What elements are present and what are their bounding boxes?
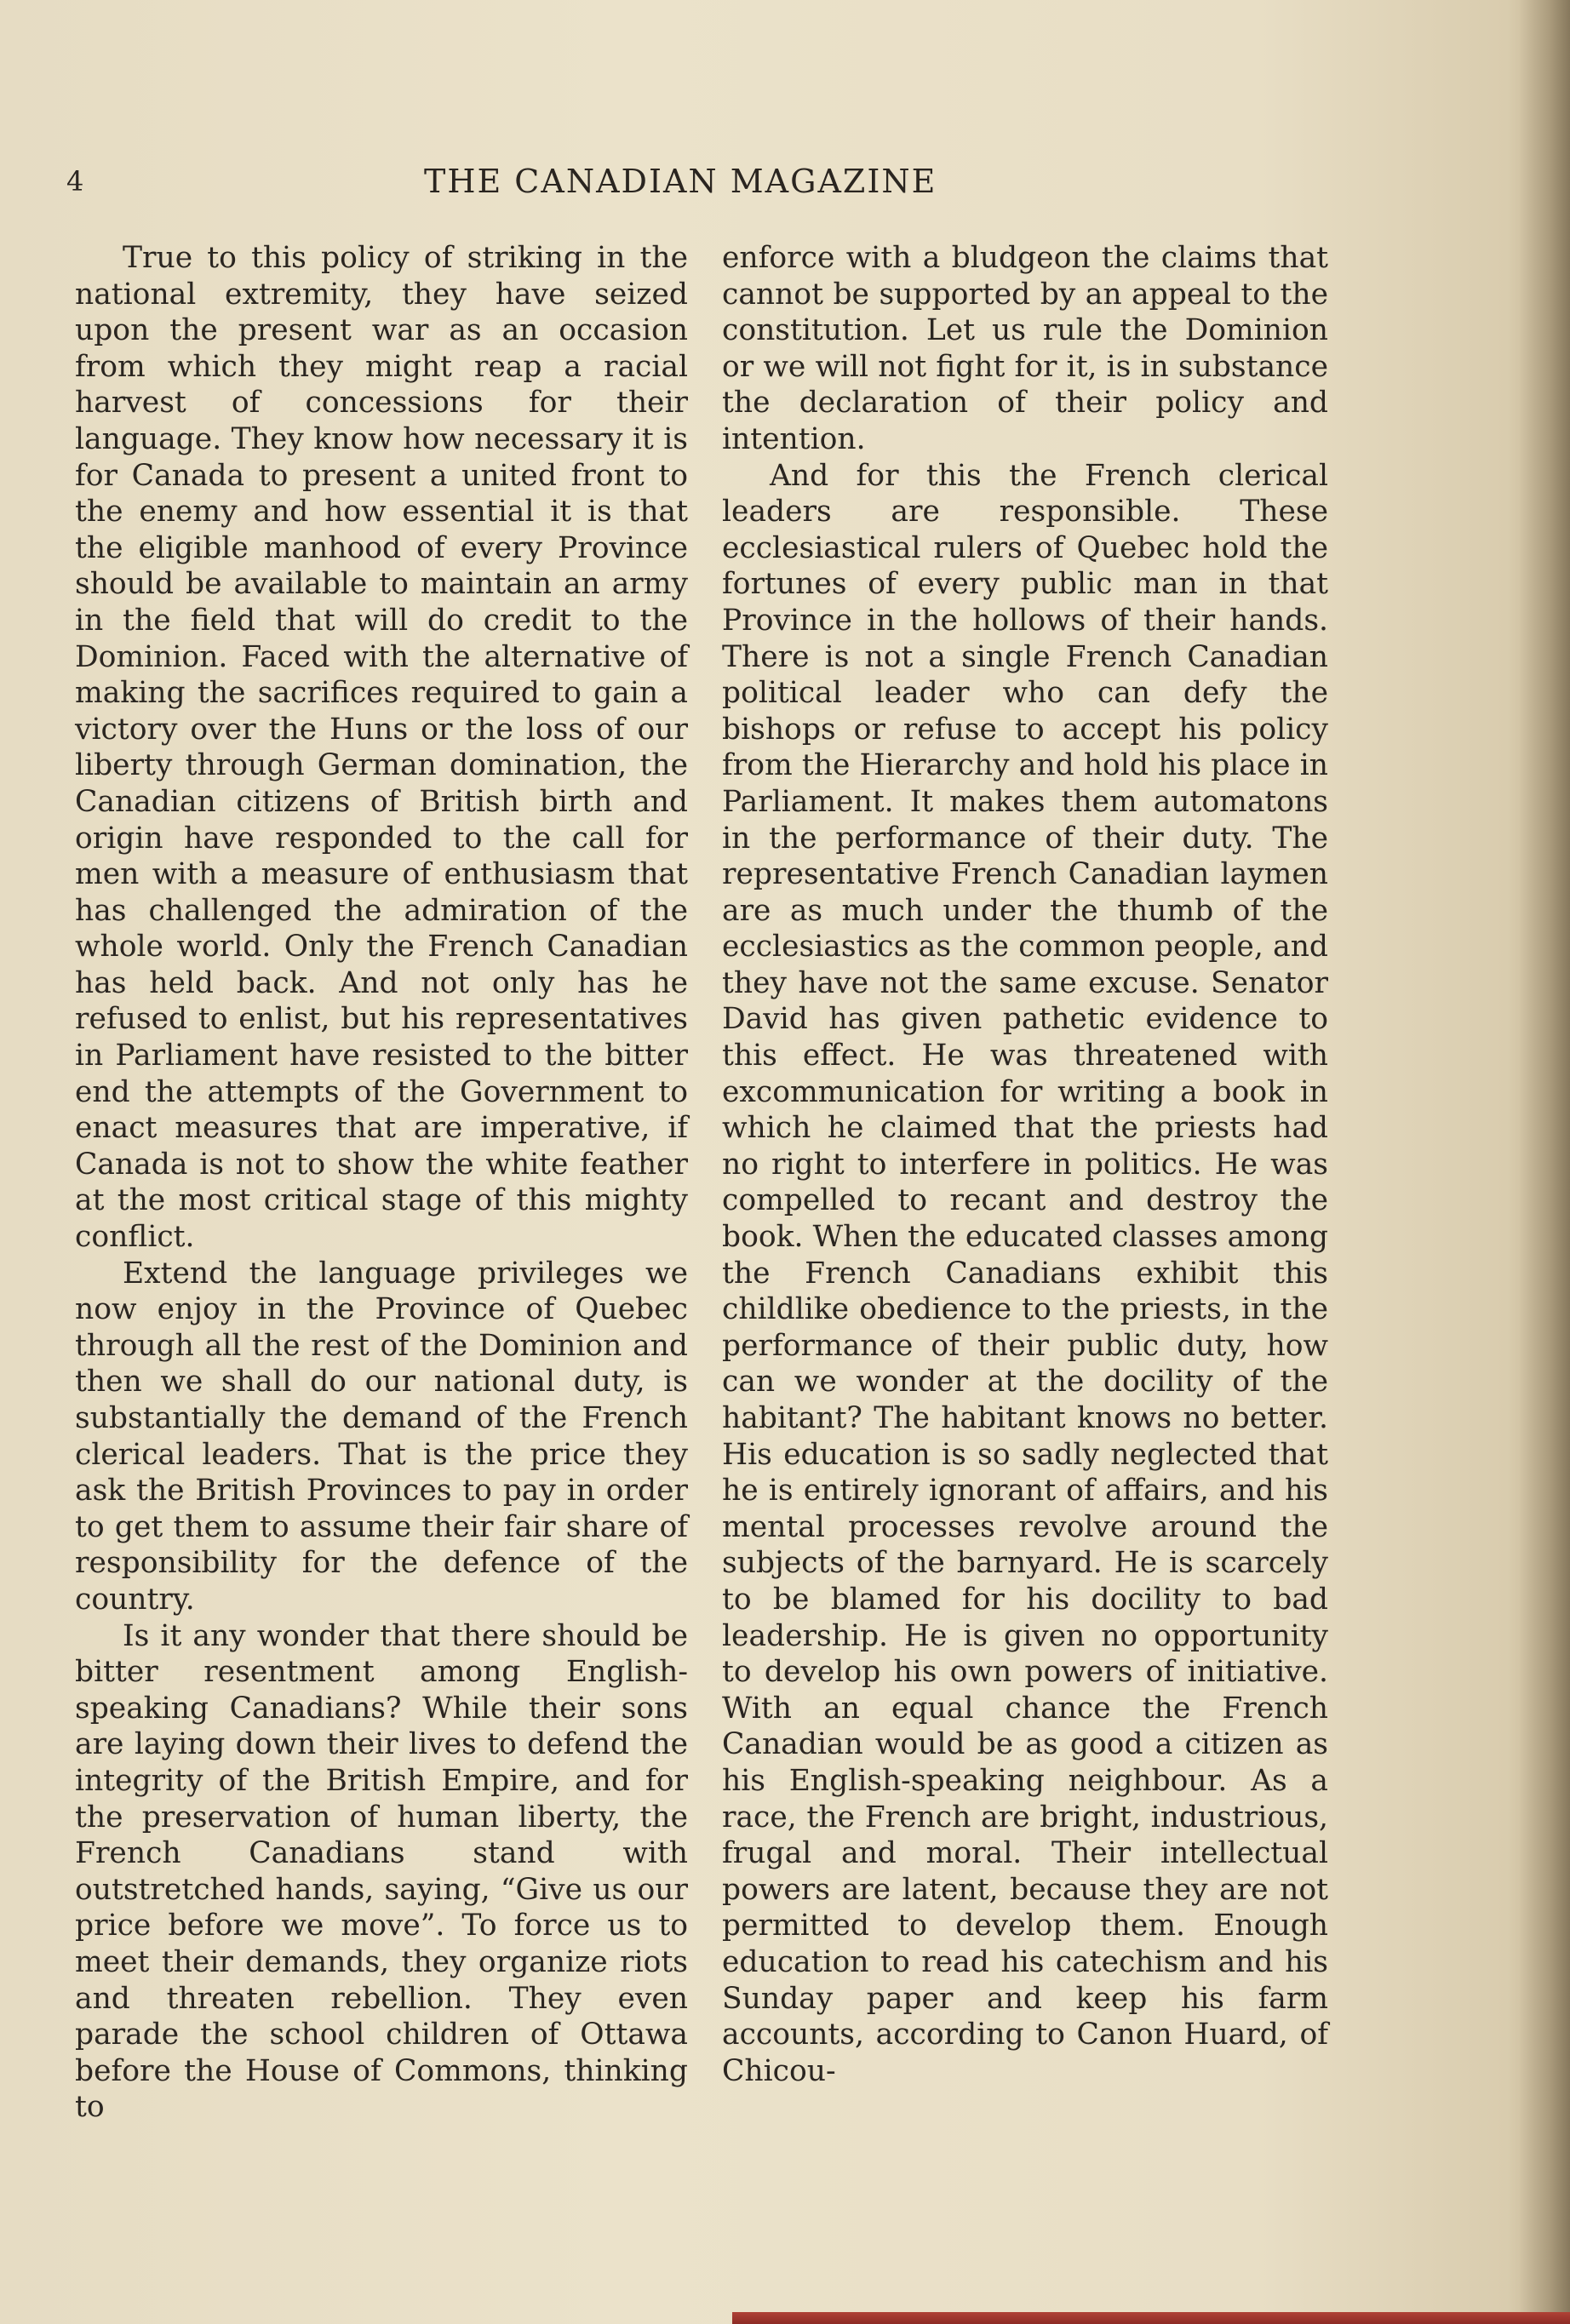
left-column — [75, 240, 688, 2126]
running-head — [66, 162, 1318, 201]
cover-edge-band — [732, 2312, 1570, 2324]
right-column — [722, 240, 1328, 2089]
magazine-title: THE CANADIAN MAGAZINE — [424, 163, 937, 200]
paragraph: True to this policy of striking in the national extremity, they have seized upon the present war as an occasion from which they might reap a racial harvest of concessions for their language. They know how necessary it is for Canada to present a united front to the enemy and how essential it is that the eligible manhood of every Province should be available to maintain an army in the field that will do credit to the Dominion. Faced with the alternative of making the sacrifices required to gain a victory over the Huns or the loss of our liberty through German domination, the Canadian citizens of British birth and origin have responded to the call for men with a measure of enthusiasm that has challenged the admiration of the whole world. Only the French Canadian has held back. And not only has he refused to enlist, but his representatives in Parliament have resisted to the bitter end the attempts of the Government to enact measures that are imperative, if Canada is not to show the white feather at the most critical stage of this mighty conflict. — [75, 241, 688, 1255]
paragraph: Extend the language privileges we now enjoy in the Province of Quebec through all the rest of the Dominion and then we shall do our national duty, is substantially the demand of the French clerical leaders. That is the price they ask the British Provinces to pay in order to get them to assume their fair share of responsibility for the defence of the country. — [75, 1256, 688, 1617]
page-edge-shadow — [1519, 0, 1570, 2324]
page-number: 4 — [66, 165, 85, 197]
paragraph: enforce with a bludgeon the claims that cannot be supported by an appeal to the constitution. Let us rule the Dominion or we will not fight for it, is in substance the declaration of their policy and intention. — [722, 241, 1328, 456]
paragraph: And for this the French clerical leaders are responsible. These ecclesiastical rulers of Quebec hold the fortunes of every public man in that Province in the hollows of their hands. There is not a single French Canadian political leader who can defy the bishops or refuse to accept his policy from the Hierarchy and hold his place in Parliament. It makes them automatons in the performance of their duty. The representative French Canadian laymen are as much under the thumb of the ecclesiastics as the common people, and they have not the same excuse. Senator David has given pathetic evidence to this effect. He was threatened with excommunication for writing a book in which he claimed that the priests had no right to interfere in politics. He was compelled to recant and destroy the book. When the educated classes among the French Canadians exhibit this childlike obedience to the priests, in the performance of their public duty, how can we wonder at the docility of the habitant? The habitant knows no better. His education is so sadly neglected that he is entirely ignorant of affairs, and his mental processes revolve around the subjects of the barnyard. He is scarcely to be blamed for his docility to bad leadership. He is given no opportunity to develop his own powers of initiative. With an equal chance the French Canadian would be as good a citizen as his English-speaking neighbour. As a race, the French are bright, industrious, frugal and moral. Their intellectual powers are latent, because they are not permitted to develop them. Enough education to read his catechism and his Sunday paper and keep his farm accounts, according to Canon Huard, of Chicou- — [722, 458, 1328, 2088]
paragraph: Is it any wonder that there should be bitter resentment among English-speaking Canadians? While their sons are laying down their lives to defend the integrity of the British Empire, and for the preservation of human liberty, the French Canadians stand with outstretched hands, saying, “Give us our price before we move”. To force us to meet their demands, they organize riots and threaten rebellion. They even parade the school children of Ottawa before the House of Commons, thinking to — [75, 1618, 688, 2125]
